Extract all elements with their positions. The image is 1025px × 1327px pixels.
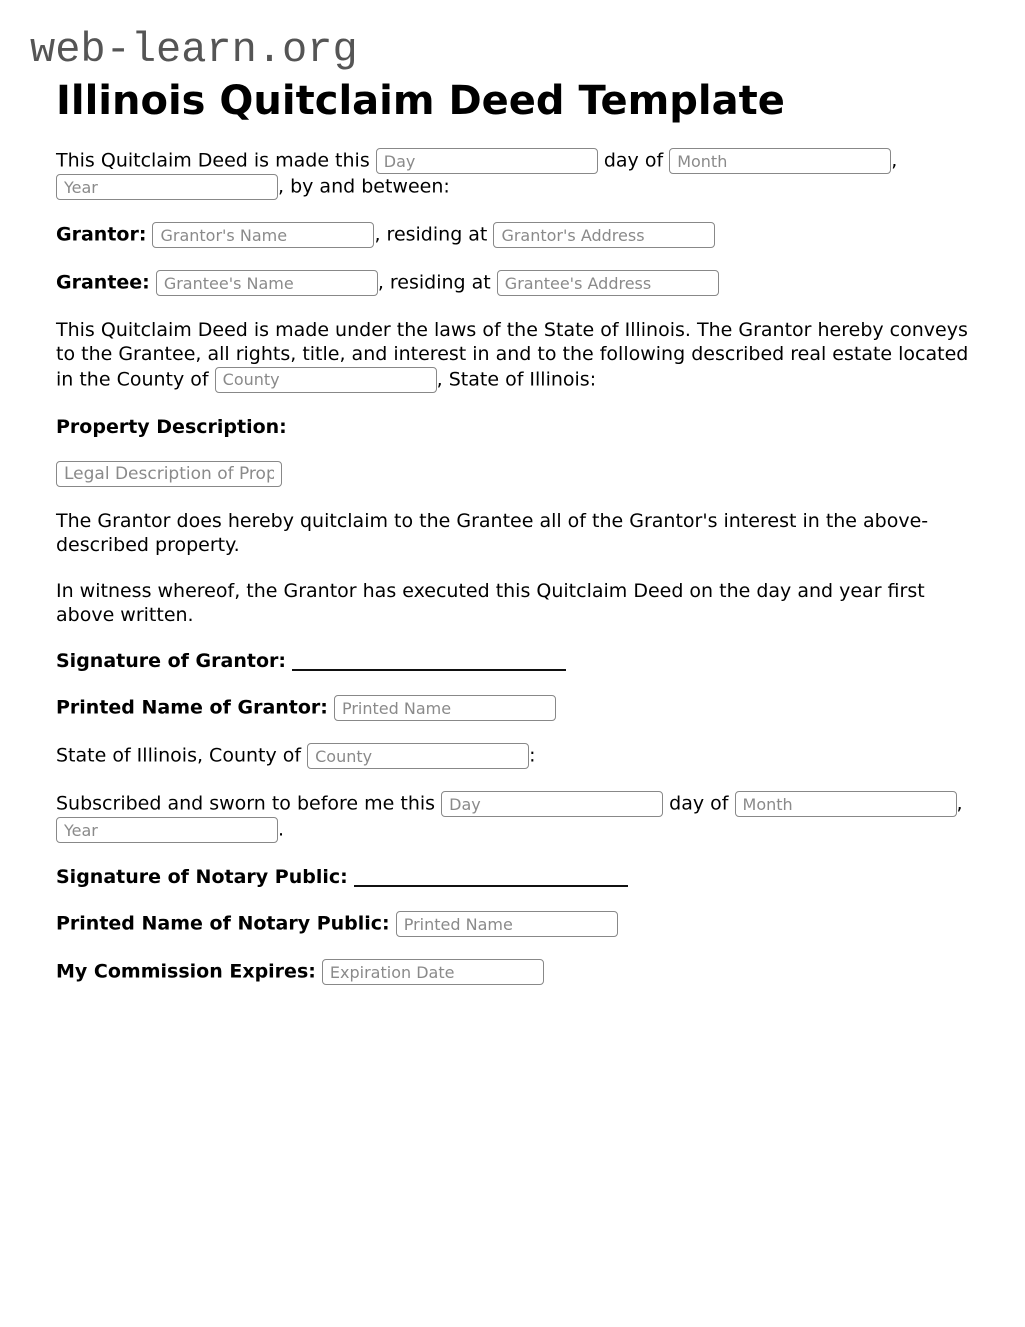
- quitclaim-paragraph: The Grantor does hereby quitclaim to the Grantee all of the Grantor's interest in the above-described property.: [56, 509, 929, 556]
- grantor-printed-name-label: Printed Name of Grantor:: [56, 696, 328, 719]
- property-description-row: [56, 461, 971, 487]
- site-logo: web-learn.org: [30, 26, 358, 74]
- made-line: [56, 148, 971, 200]
- grantor-line: [56, 222, 971, 248]
- sworn-day-of: day of: [669, 792, 729, 815]
- notary-state-colon: :: [529, 744, 536, 767]
- grantor-label: Grantor:: [56, 223, 147, 246]
- day-input[interactable]: [376, 148, 598, 174]
- witness-paragraph: In witness whereof, the Grantor has executed this Quitclaim Deed on the day and year first above written.: [56, 579, 925, 627]
- notary-signature-line[interactable]: [354, 865, 628, 887]
- commission-expires-label: My Commission Expires:: [56, 960, 316, 983]
- laws-text-after-county: , State of Illinois:: [436, 368, 597, 391]
- notary-county-input[interactable]: [307, 743, 529, 769]
- month-input[interactable]: [669, 148, 891, 174]
- made-line-suffix: , by and between:: [278, 175, 450, 198]
- grantor-residing-text: , residing at: [374, 223, 488, 246]
- grantor-signature-line[interactable]: [292, 649, 566, 671]
- grantor-address-input[interactable]: [493, 222, 715, 248]
- property-description-label: Property Description:: [56, 415, 287, 438]
- sworn-year-input[interactable]: [56, 817, 278, 843]
- page-title: Illinois Quitclaim Deed Template: [56, 78, 785, 125]
- property-description-input[interactable]: [56, 461, 282, 487]
- sworn-day-input[interactable]: [441, 791, 663, 817]
- grantee-residing-text: , residing at: [377, 271, 491, 294]
- grantor-printed-name-row: [56, 695, 971, 721]
- grantee-line: [56, 270, 971, 296]
- notary-state-text: State of Illinois, County of: [56, 744, 302, 767]
- notary-signature-label: Signature of Notary Public:: [56, 866, 348, 889]
- sworn-period: .: [278, 818, 285, 841]
- sworn-month-input[interactable]: [735, 791, 957, 817]
- county-input[interactable]: [215, 367, 437, 393]
- made-line-prefix: This Quitclaim Deed is made this: [56, 149, 370, 172]
- sworn-prefix: Subscribed and sworn to before me this: [56, 792, 436, 815]
- grantee-label: Grantee:: [56, 271, 150, 294]
- grantor-signature-row: [56, 649, 971, 673]
- year-input[interactable]: [56, 174, 278, 200]
- property-description-heading: [56, 415, 971, 439]
- sworn-comma: ,: [956, 792, 963, 815]
- notary-printed-name-row: [56, 911, 971, 937]
- made-line-comma: ,: [891, 149, 898, 172]
- notary-printed-name-input[interactable]: [396, 911, 618, 937]
- made-line-day-of: day of: [603, 149, 664, 172]
- notary-signature-row: [56, 865, 971, 889]
- grantee-address-input[interactable]: [497, 270, 719, 296]
- commission-expiration-input[interactable]: [322, 959, 544, 985]
- sworn-line: [56, 791, 971, 843]
- grantor-name-input[interactable]: [152, 222, 374, 248]
- laws-paragraph: [56, 318, 971, 392]
- grantee-name-input[interactable]: [156, 270, 378, 296]
- commission-expires-row: [56, 959, 971, 985]
- grantor-signature-label: Signature of Grantor:: [56, 650, 286, 673]
- laws-text-before-county: This Quitclaim Deed is made under the laws of the State of Illinois. The Grantor hereby conveys to the Grantee, all rights, title, and interest in and to the following described real estate located in the County of: [56, 319, 969, 391]
- notary-state-line: [56, 743, 971, 769]
- notary-printed-name-label: Printed Name of Notary Public:: [56, 912, 390, 935]
- grantor-printed-name-input[interactable]: [334, 695, 556, 721]
